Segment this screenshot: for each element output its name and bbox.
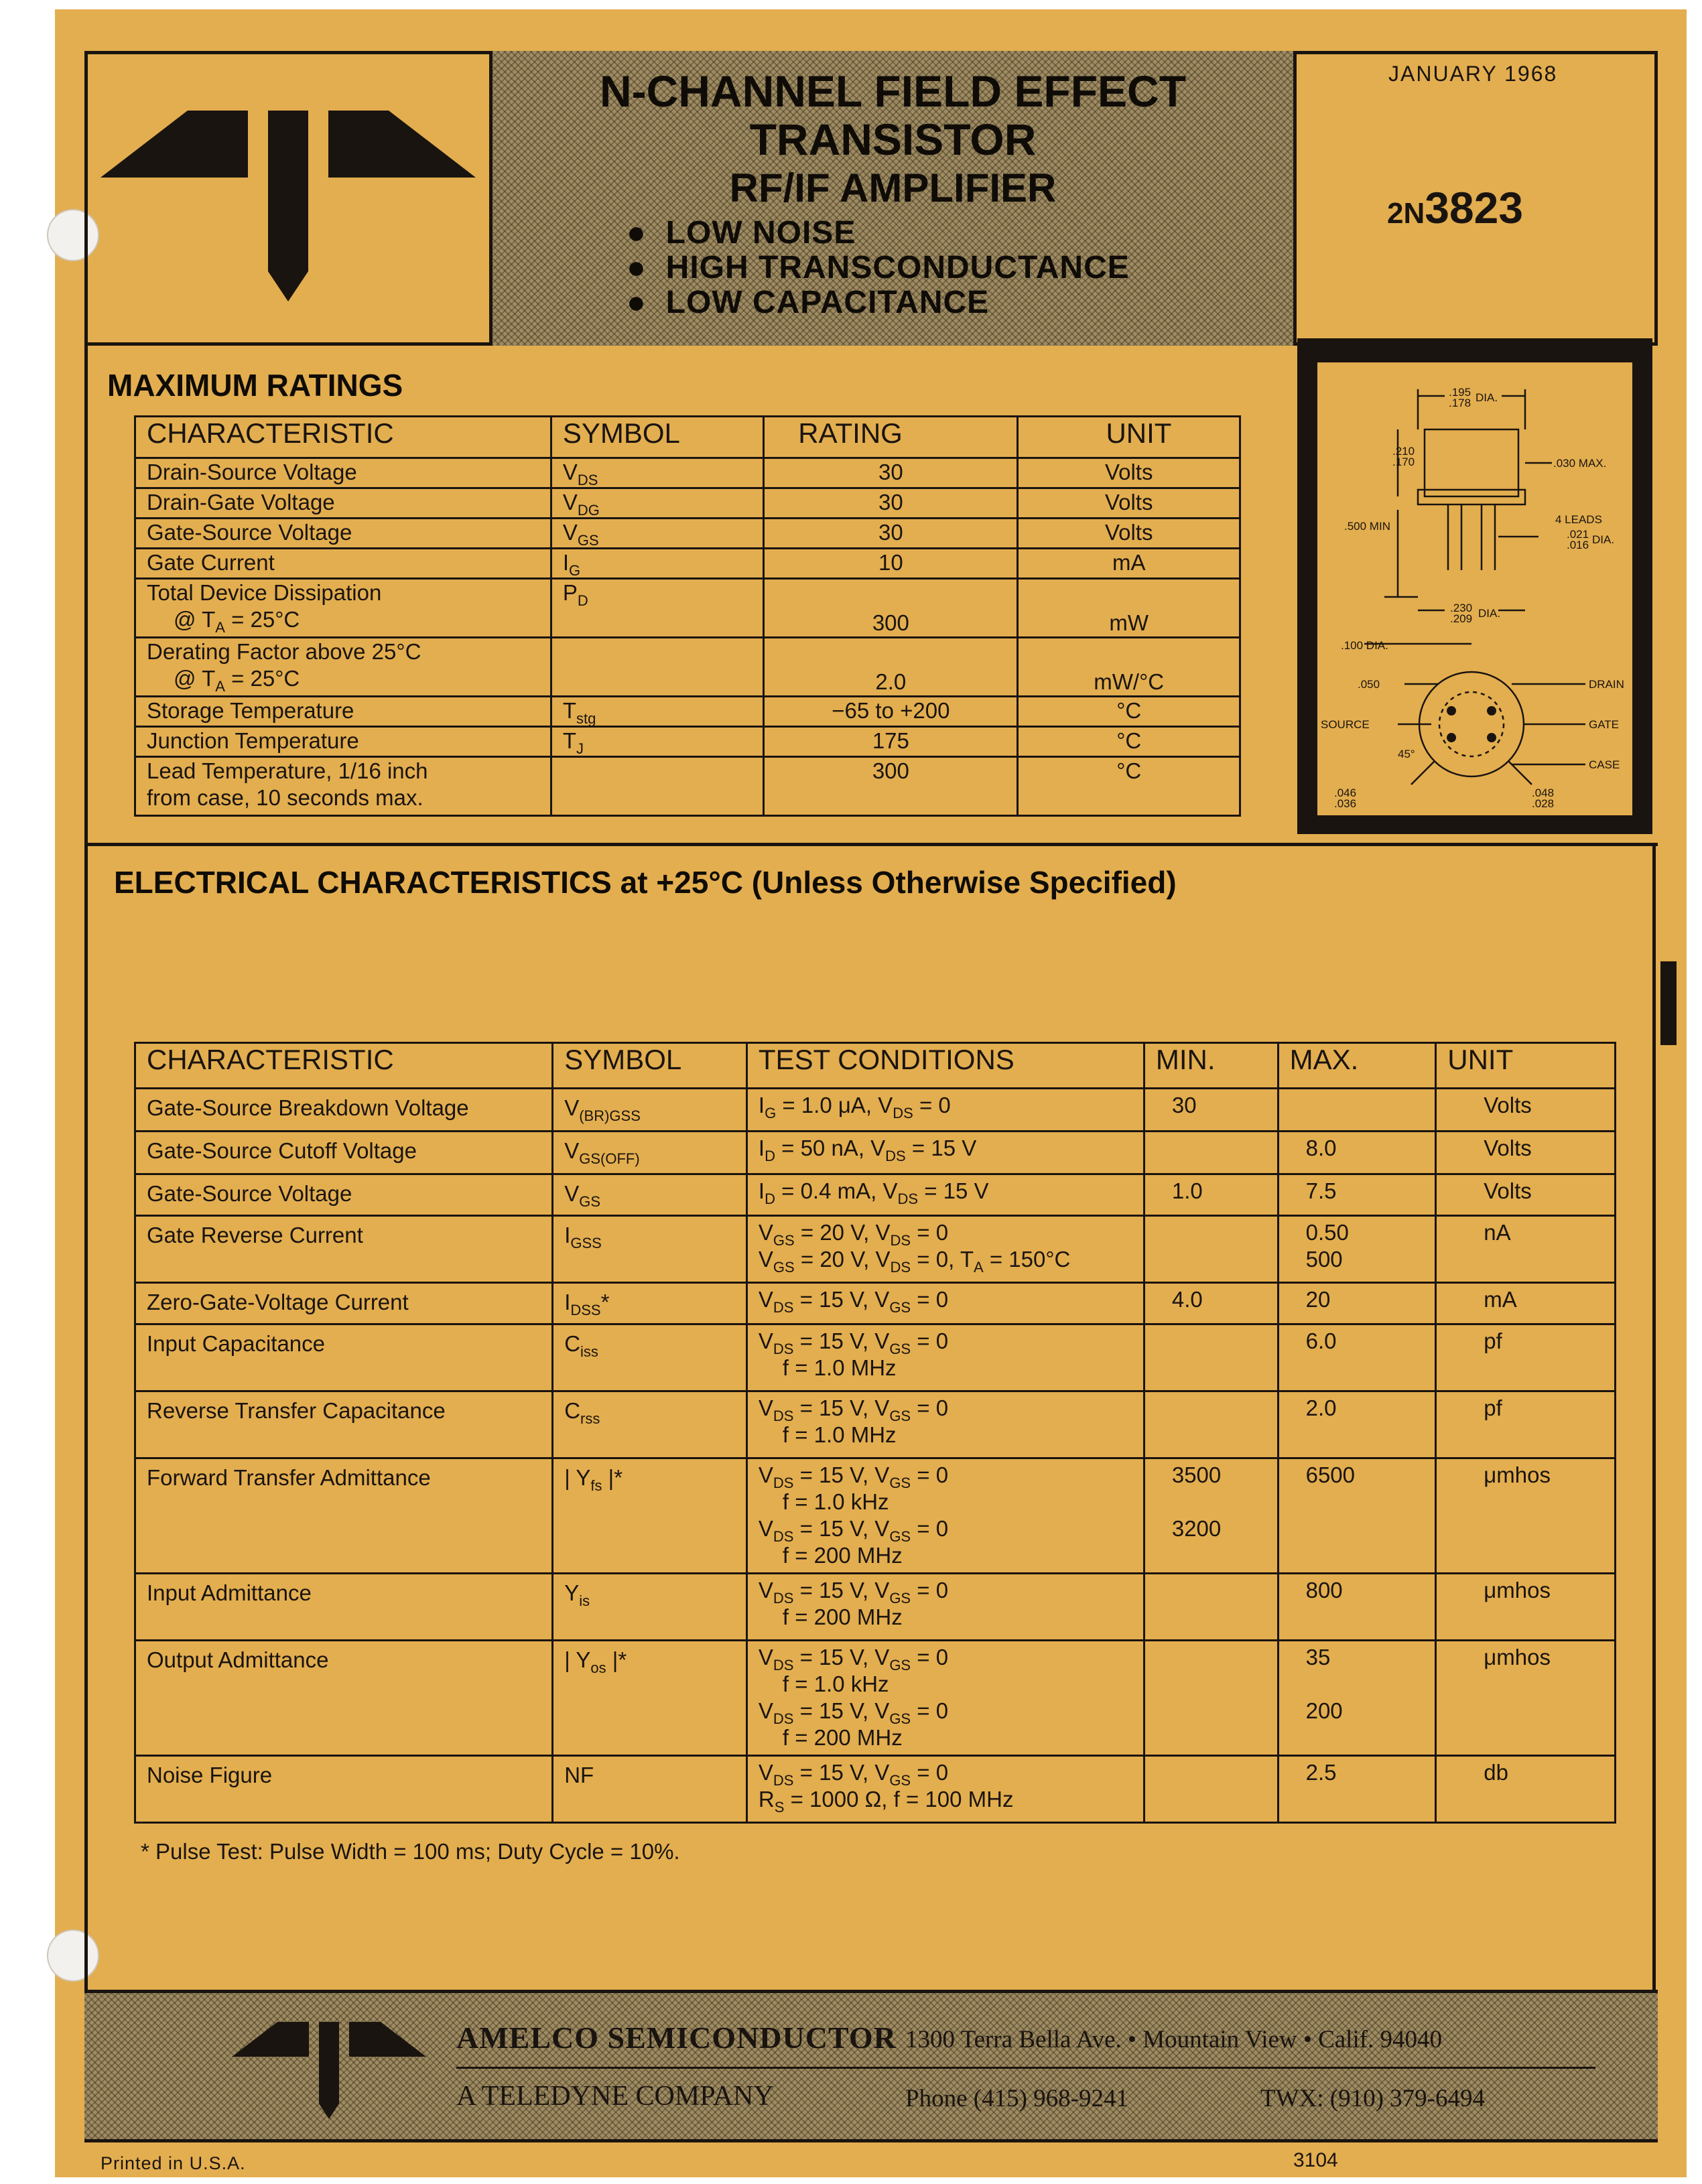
rating-symbol: [551, 638, 763, 697]
ec-unit: Volts: [1436, 1089, 1616, 1132]
rating-value: 30: [764, 488, 1018, 519]
pkg-tab1b: .036: [1334, 797, 1357, 810]
part-number: [1387, 182, 1523, 233]
ec-condition-line: $V_{DS} = 15$ V, $V_{GS} = 0$: [758, 1328, 949, 1357]
rating-symbol: $T_{stg}$: [551, 697, 763, 727]
pkg-tab1a: .046: [1334, 787, 1357, 799]
ec-min: [1144, 1324, 1278, 1391]
rating-unit: °C: [1018, 697, 1240, 727]
ec-characteristic: Noise Figure: [135, 1756, 553, 1823]
rating-characteristic: Gate-Source Voltage: [135, 519, 551, 549]
ec-condition-line: $I_D = 50$ nA, $V_{DS} = 15$ V: [758, 1136, 977, 1164]
ec-characteristic: Zero-Gate-Voltage Current: [135, 1283, 553, 1324]
col-rating: RATING: [764, 417, 1018, 458]
feature-3: ● LOW CAPACITANCE: [627, 285, 990, 320]
ec-condition-line: f = 1.0 MHz: [782, 1355, 897, 1380]
rating-value: 30: [764, 519, 1018, 549]
ec-max: 35 200: [1278, 1641, 1436, 1756]
ec-unit: db: [1436, 1756, 1616, 1823]
rating-value: 175: [764, 727, 1018, 757]
package-drawing: [1317, 362, 1632, 815]
rating-value: −65 to +200: [764, 697, 1018, 727]
ec-characteristic: Gate-Source Cutoff Voltage: [135, 1132, 553, 1174]
ec-symbol: $I_{GSS}$: [553, 1216, 747, 1283]
rating-symbol: $V_{DS}$: [551, 458, 763, 488]
ec-condition-line: f = 1.0 kHz: [782, 1671, 889, 1696]
pkg-lead-dia: DIA.: [1592, 533, 1615, 546]
ec-min: 3500 3200: [1144, 1458, 1278, 1574]
rating-characteristic: Lead Temperature, 1/16 inch from case, 10 seconds max.: [135, 757, 551, 816]
ec-test-conditions: [746, 1324, 1144, 1391]
pkg-drain: DRAIN: [1589, 678, 1624, 691]
ec-symbol: | $Y_{fs}$ |*: [553, 1458, 747, 1574]
rating-characteristic: Drain-Gate Voltage: [135, 488, 551, 519]
rating-characteristic: Gate Current: [135, 549, 551, 579]
table-row: [135, 638, 1240, 697]
rating-unit: Volts: [1018, 458, 1240, 488]
pkg-base2: .209: [1450, 612, 1473, 625]
col-unit: UNIT: [1436, 1043, 1616, 1089]
table-row: [135, 1391, 1616, 1458]
table-row: [135, 1324, 1616, 1391]
edge-tab-mark: [1660, 961, 1677, 1045]
feature-2: ● HIGH TRANSCONDUCTANCE: [627, 250, 1130, 285]
ec-unit: pf: [1436, 1391, 1616, 1458]
subtitle: RF/IF AMPLIFIER: [729, 165, 1057, 210]
ec-symbol: $V_{(BR)GSS}$: [553, 1089, 747, 1132]
printed-in: Printed in U.S.A.: [101, 2153, 246, 2173]
ec-min: 30: [1144, 1089, 1278, 1132]
ec-test-conditions: [746, 1458, 1144, 1574]
company-twx: TWX: (910) 379-6494: [1260, 2085, 1485, 2112]
max-ratings-table: [134, 415, 1241, 817]
ec-characteristic: Gate-Source Breakdown Voltage: [135, 1089, 553, 1132]
pkg-spacing: .050: [1358, 678, 1380, 691]
rating-value: 10: [764, 549, 1018, 579]
ec-condition-line: $V_{DS} = 15$ V, $V_{GS} = 0$: [758, 1395, 949, 1424]
title-panel: [489, 51, 1297, 346]
col-characteristic: CHARACTERISTIC: [135, 417, 551, 458]
col-unit: UNIT: [1018, 417, 1240, 458]
ec-min: 4.0: [1144, 1283, 1278, 1324]
ec-characteristic: Gate Reverse Current: [135, 1216, 553, 1283]
ec-test-conditions: [746, 1391, 1144, 1458]
ec-characteristic: Output Admittance: [135, 1641, 553, 1756]
rating-unit: Volts: [1018, 488, 1240, 519]
pkg-dim-top2: .178: [1449, 397, 1471, 409]
table-row: [135, 1216, 1616, 1283]
ec-test-conditions: [746, 1132, 1144, 1174]
table-row: [135, 1283, 1616, 1324]
right-border: [1652, 843, 1656, 1990]
pkg-lead-d2: .016: [1567, 539, 1589, 551]
ec-max: 800: [1278, 1574, 1436, 1641]
issue-date: JANUARY 1968: [1388, 62, 1558, 86]
pkg-circle-dia: .100 DIA.: [1341, 639, 1388, 652]
max-ratings-heading: MAXIMUM RATINGS: [107, 368, 403, 403]
ec-max: 8.0: [1278, 1132, 1436, 1174]
ec-min: [1144, 1641, 1278, 1756]
ec-min: [1144, 1216, 1278, 1283]
rating-symbol: $T_J$: [551, 727, 763, 757]
company-name: AMELCO SEMICONDUCTOR: [456, 2021, 897, 2055]
rating-characteristic: Derating Factor above 25°C @ $T_A = 25^\circ C$: [135, 638, 551, 697]
rating-characteristic: Drain-Source Voltage: [135, 458, 551, 488]
ec-condition-line: f = 200 MHz: [782, 1605, 903, 1629]
ec-characteristic: Input Admittance: [135, 1574, 553, 1641]
pkg-angle: 45°: [1398, 748, 1415, 760]
col-characteristic: CHARACTERISTIC: [135, 1043, 553, 1089]
ec-max: 2.5: [1278, 1756, 1436, 1823]
ec-max: 7.5: [1278, 1174, 1436, 1216]
pkg-lead-d1: .021: [1567, 528, 1589, 541]
package-diagram-icon: [1317, 362, 1632, 815]
ec-condition-line: $V_{DS} = 15$ V, $V_{GS} = 0$: [758, 1578, 949, 1607]
ec-condition-line: f = 1.0 MHz: [782, 1422, 897, 1447]
table-row: [135, 697, 1240, 727]
ec-characteristic: Input Capacitance: [135, 1324, 553, 1391]
ec-condition-line: $V_{DS} = 15$ V, $V_{GS} = 0$: [758, 1698, 949, 1727]
part-digits: 3823: [1425, 183, 1524, 232]
rating-characteristic: Junction Temperature: [135, 727, 551, 757]
rating-unit: mW: [1018, 579, 1240, 638]
parent-company: A TELEDYNE COMPANY: [456, 2081, 774, 2112]
rating-unit: °C: [1018, 727, 1240, 757]
company-address: 1300 Terra Bella Ave. • Mountain View • Calif. 94040: [905, 2026, 1443, 2053]
rating-value: 300: [764, 757, 1018, 816]
max-ratings-header-row: [135, 417, 1240, 458]
ec-min: 1.0: [1144, 1174, 1278, 1216]
ec-max: 0.50 500: [1278, 1216, 1436, 1283]
table-row: [135, 1458, 1616, 1574]
ec-symbol: $V_{GS(OFF)}$: [553, 1132, 747, 1174]
ec-min: [1144, 1756, 1278, 1823]
pkg-tab2a: .048: [1532, 787, 1555, 799]
ec-condition-line: f = 200 MHz: [782, 1543, 903, 1568]
rating-symbol: $V_{DG}$: [551, 488, 763, 519]
ec-max: [1278, 1089, 1436, 1132]
ec-symbol: $C_{iss}$: [553, 1324, 747, 1391]
pkg-dim-h1: .210: [1392, 445, 1415, 458]
ec-max: 20: [1278, 1283, 1436, 1324]
table-row: [135, 1756, 1616, 1823]
ec-unit: μmhos: [1436, 1458, 1616, 1574]
ec-max: 6500: [1278, 1458, 1436, 1574]
ec-condition-line: $V_{DS} = 15$ V, $V_{GS} = 0$: [758, 1645, 949, 1674]
ec-condition-line: $V_{GS} = 20$ V, $V_{DS} = 0$: [758, 1220, 949, 1249]
rating-unit: mW/°C: [1018, 638, 1240, 697]
footer-panel: [84, 1990, 1658, 2142]
col-min: MIN.: [1144, 1043, 1278, 1089]
col-test-conditions: TEST CONDITIONS: [746, 1043, 1144, 1089]
ec-symbol: $C_{rss}$: [553, 1391, 747, 1458]
ec-unit: Volts: [1436, 1174, 1616, 1216]
table-row: [135, 488, 1240, 519]
ec-symbol: NF: [553, 1756, 747, 1823]
feature-2-text: HIGH TRANSCONDUCTANCE: [665, 250, 1130, 285]
ec-test-conditions: [746, 1574, 1144, 1641]
ec-characteristic: Reverse Transfer Capacitance: [135, 1391, 553, 1458]
rating-characteristic: Total Device Dissipation @ $T_A = 25^\circ C$: [135, 579, 551, 638]
ec-unit: μmhos: [1436, 1574, 1616, 1641]
col-symbol: SYMBOL: [551, 417, 763, 458]
rating-symbol: $V_{GS}$: [551, 519, 763, 549]
left-border: [84, 346, 88, 1990]
ec-test-conditions: [746, 1756, 1144, 1823]
pkg-base-dia: DIA.: [1478, 607, 1501, 620]
company-phone: Phone (415) 968-9241: [905, 2085, 1128, 2112]
rating-value: 30: [764, 458, 1018, 488]
ec-condition-line: $I_G = 1.0$ μA, $V_{DS} = 0$: [758, 1093, 951, 1121]
ec-min: [1144, 1574, 1278, 1641]
ec-unit: mA: [1436, 1283, 1616, 1324]
part-prefix: 2N: [1387, 197, 1425, 230]
ec-unit: nA: [1436, 1216, 1616, 1283]
ec-condition-line: $V_{GS} = 20$ V, $V_{DS} = 0$, $T_A = 150^\circ C$: [758, 1247, 1071, 1276]
ec-condition-line: $V_{DS} = 15$ V, $V_{GS} = 0$: [758, 1462, 949, 1491]
ec-unit: μmhos: [1436, 1641, 1616, 1756]
binder-hole-bottom: [47, 1929, 99, 1982]
footnote: * Pulse Test: Pulse Width = 100 ms; Duty Cycle = 10%.: [141, 1839, 680, 1864]
rating-unit: mA: [1018, 549, 1240, 579]
pkg-gate: GATE: [1589, 718, 1620, 731]
pkg-leads: 4 LEADS: [1555, 513, 1602, 526]
ec-condition-line: $R_S = 1000$ Ω, f = 100 MHz: [758, 1787, 1014, 1816]
feature-1-text: LOW NOISE: [665, 215, 856, 251]
pkg-max-lead: .030 MAX.: [1553, 457, 1607, 470]
rating-unit: Volts: [1018, 519, 1240, 549]
rating-symbol: [551, 757, 763, 816]
table-row: [135, 549, 1240, 579]
title-line-2: TRANSISTOR: [749, 115, 1037, 164]
table-row: [135, 1641, 1616, 1756]
ec-unit: pf: [1436, 1324, 1616, 1391]
pkg-case: CASE: [1589, 758, 1620, 771]
rating-symbol: $I_G$: [551, 549, 763, 579]
table-row: [135, 1574, 1616, 1641]
ec-characteristic: Forward Transfer Admittance: [135, 1458, 553, 1574]
ec-test-conditions: [746, 1283, 1144, 1324]
table-row: [135, 727, 1240, 757]
rating-value: 300: [764, 579, 1018, 638]
rating-value: 2.0: [764, 638, 1018, 697]
ec-unit: Volts: [1436, 1132, 1616, 1174]
rating-characteristic: Storage Temperature: [135, 697, 551, 727]
table-row: [135, 579, 1240, 638]
ec-symbol: | $Y_{os}$ |*: [553, 1641, 747, 1756]
pkg-tab2b: .028: [1532, 797, 1555, 810]
table-row: [135, 1132, 1616, 1174]
package-outline-box: [1297, 338, 1652, 834]
ec-min: [1144, 1132, 1278, 1174]
ec-test-conditions: [746, 1216, 1144, 1283]
ec-max: 2.0: [1278, 1391, 1436, 1458]
ec-test-conditions: [746, 1641, 1144, 1756]
electrical-heading: ELECTRICAL CHARACTERISTICS at +25°C (Unless Otherwise Specified): [114, 865, 1177, 900]
footer-rule: [456, 2067, 1595, 2069]
ec-condition-line: f = 200 MHz: [782, 1725, 903, 1750]
table-row: [135, 757, 1240, 816]
ec-condition-line: $V_{DS} = 15$ V, $V_{GS} = 0$: [758, 1760, 949, 1789]
col-symbol: SYMBOL: [553, 1043, 747, 1089]
ec-condition-line: $V_{DS} = 15$ V, $V_{GS} = 0$: [758, 1516, 949, 1545]
pkg-source: SOURCE: [1321, 718, 1370, 731]
rating-symbol: $P_D$: [551, 579, 763, 638]
pkg-dim-top: .195: [1449, 386, 1471, 399]
title-line-1: N-CHANNEL FIELD EFFECT: [599, 66, 1187, 116]
rating-unit: °C: [1018, 757, 1240, 816]
ec-condition-line: f = 1.0 kHz: [782, 1489, 889, 1514]
teledyne-logo-icon: [101, 107, 476, 301]
ec-symbol: $V_{GS}$: [553, 1174, 747, 1216]
electrical-header-row: [135, 1043, 1616, 1089]
section-divider: [84, 843, 1658, 846]
table-row: [135, 1174, 1616, 1216]
teledyne-footer-logo-icon: [232, 2020, 426, 2120]
table-row: [135, 1089, 1616, 1132]
col-max: MAX.: [1278, 1043, 1436, 1089]
ec-min: [1144, 1391, 1278, 1458]
pkg-dim-top-dia: DIA.: [1476, 391, 1498, 404]
electrical-table: [134, 1042, 1616, 1824]
pkg-base1: .230: [1450, 602, 1473, 614]
table-row: [135, 458, 1240, 488]
ec-test-conditions: [746, 1174, 1144, 1216]
feature-3-text: LOW CAPACITANCE: [665, 285, 990, 320]
feature-1: ● LOW NOISE: [627, 215, 856, 251]
ec-condition-line: $I_D = 0.4$ mA, $V_{DS} = 15$ V: [758, 1178, 989, 1207]
ec-characteristic: Gate-Source Voltage: [135, 1174, 553, 1216]
pkg-min-len: .500 MIN: [1344, 520, 1390, 533]
table-row: [135, 519, 1240, 549]
ec-symbol: $I_{DSS}*$: [553, 1283, 747, 1324]
ec-test-conditions: [746, 1089, 1144, 1132]
doc-number: 3104: [1293, 2149, 1338, 2171]
electrical-table-body: [135, 1089, 1616, 1823]
ec-max: 6.0: [1278, 1324, 1436, 1391]
pkg-dim-h2: .170: [1392, 456, 1415, 468]
ec-symbol: $Y_{is}$: [553, 1574, 747, 1641]
ec-condition-line: $V_{DS} = 15$ V, $V_{GS} = 0$: [758, 1287, 949, 1316]
